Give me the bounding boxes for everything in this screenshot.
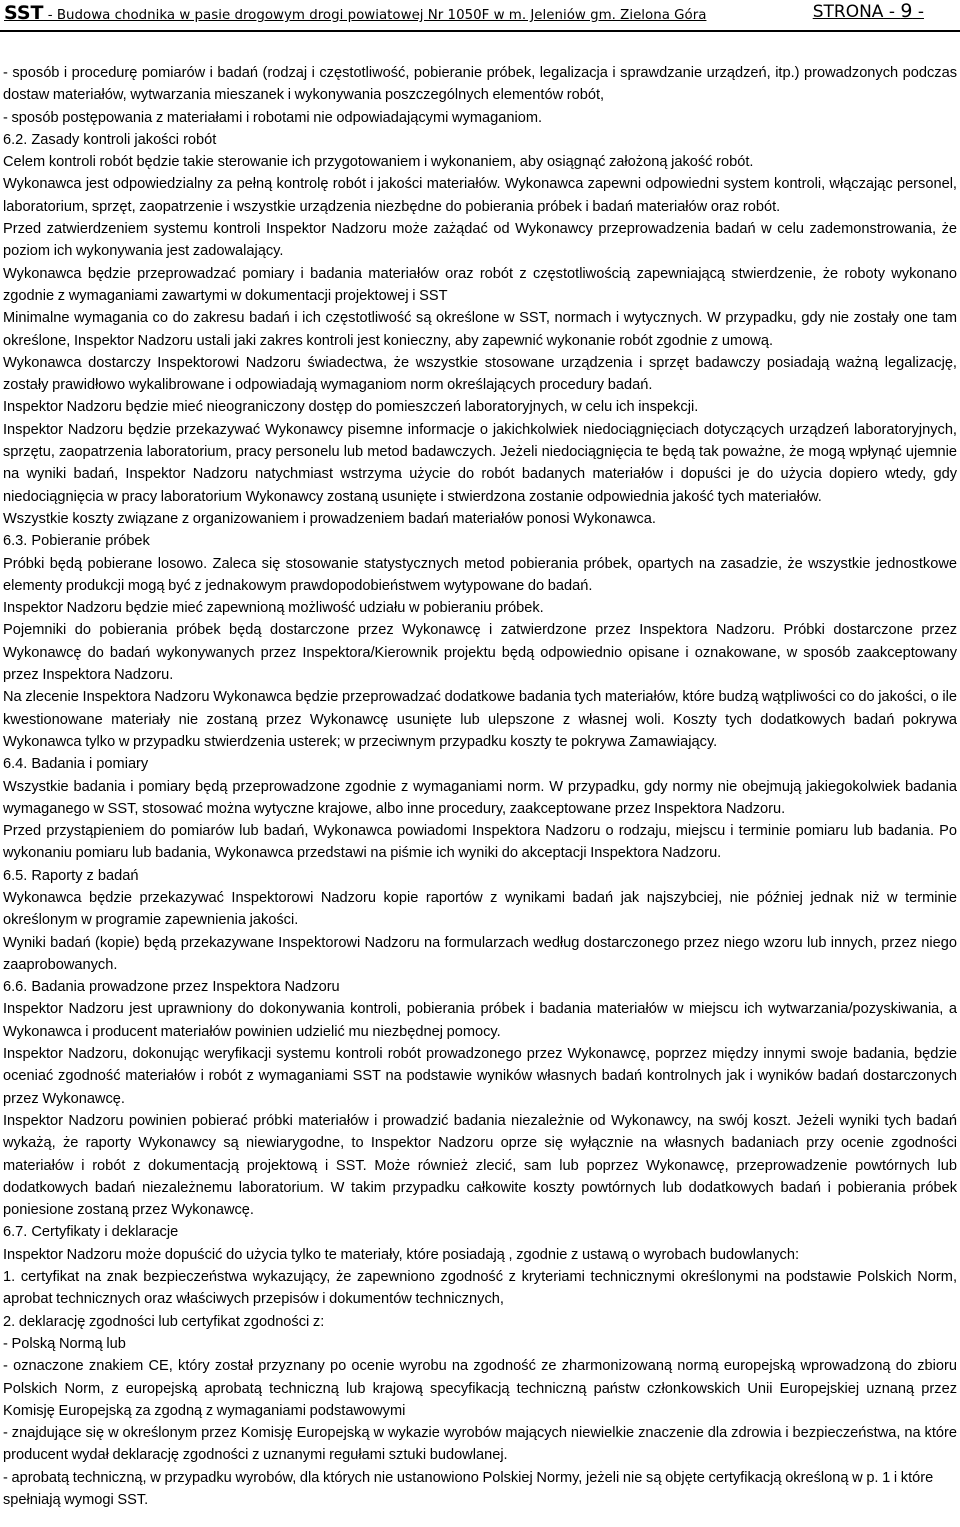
- paragraph: Na zlecenie Inspektora Nadzoru Wykonawca będzie przeprowadzać dodatkowe badania tych materiałów, które budzą wątpliwości co do jakości, o ile kwestionowane materiały nie zostaną przez Wykonawcę usunięte lub ulepszone z własnej woli. Koszty tych dodatkowych badań pokrywa Wykonawca tylko w przypadku stwierdzenia usterek; w przeciwnym przypadku koszty te pokrywa Zamawiający.: [3, 689, 957, 750]
- paragraph: Inspektor Nadzoru jest uprawniony do dokonywania kontroli, pobierania próbek i badania materiałów w miejscu ich wytwarzania/pozyskiwania, a Wykonawca i producent materiałów powinien udzielić mu niezbędnej pomocy.: [3, 1001, 957, 1040]
- list-item: - aprobatą techniczną, w przypadku wyrobów, dla których nie ustanowiono Polskiej Normy, jeżeli nie są objęte certyfikacją określoną w p. 1 i które spełniają wymogi SST.: [3, 1469, 934, 1508]
- section-heading: 6.2. Zasady kontroli jakości robót: [3, 131, 217, 148]
- paragraph: Przed zatwierdzeniem systemu kontroli Inspektor Nadzoru może zażądać od Wykonawcy przeprowadzenia badań w celu zademonstrowania, że poziom ich wykonywania jest zadowalający.: [3, 221, 957, 260]
- page-suffix: -: [912, 2, 924, 22]
- project-title: - Budowa chodnika w pasie drogowym drogi powiatowej Nr 1050F w m. Jeleniów gm. Zielona Góra: [43, 8, 707, 23]
- paragraph: Inspektor Nadzoru będzie mieć nieograniczony dostęp do pomieszczeń laboratoryjnych, w celu ich inspekcji.: [3, 399, 699, 416]
- document-body: [3, 62, 957, 1511]
- paragraph: Wykonawca będzie przeprowadzać pomiary i badania materiałów oraz robót z częstotliwością zapewniającą stwierdzenie, że roboty wykonano zgodnie z wymaganiami zawartymi w dokumentacji projektowej i SST: [3, 265, 957, 304]
- page-header: [0, 0, 960, 32]
- paragraph: Pojemniki do pobierania próbek będą dostarczone przez Wykonawcę i zatwierdzone przez Inspektora Nadzoru. Próbki dostarczone przez Wykonawcę do badań wykonywanych przez Inspektora/Kierownik projektu będą odpowiednio opisane i oznakowane, w sposób zaakceptowany przez Inspektora Nadzoru.: [3, 622, 957, 684]
- list-item: - znajdujące się w określonym przez Komisję Europejską w wykazie wyrobów mających niewielkie znaczenie dla zdrowia i bezpieczeństwa, na które producent wydał deklarację zgodności z uznanymi regułami sztuki budowlanej.: [3, 1425, 957, 1464]
- document-title: [4, 2, 706, 24]
- section-heading: 6.5. Raporty z badań: [3, 867, 139, 884]
- paragraph: - sposób i procedurę pomiarów i badań (rodzaj i częstotliwość, pobieranie próbek, legalizacja i sprawdzanie urządzeń, itp.) prowadzonych podczas dostaw materiałów, wytwarzania mieszanek i wykonywania poszczególnych elementów robót,: [3, 65, 957, 104]
- page-number-value: 9: [900, 0, 913, 22]
- list-item: - oznaczone znakiem CE, który został przyznany po ocenie wyrobu na zgodność ze zharmonizowaną normą europejską wprowadzoną do zbioru Polskich Norm, z europejską aprobatą techniczną lub krajową specyfikacją techniczną państw członkowskich Unii Europejskiej uznaną przez Komisję Europejską za zgodną z wymaganiami podstawowymi: [3, 1358, 957, 1419]
- paragraph: Celem kontroli robót będzie takie sterowanie ich przygotowaniem i wykonaniem, aby osiągnąć założoną jakość robót.: [3, 154, 754, 171]
- section-heading: 6.4. Badania i pomiary: [3, 756, 149, 773]
- page-number: [813, 0, 924, 22]
- paragraph: Wykonawca jest odpowiedzialny za pełną kontrolę robót i jakości materiałów. Wykonawca zapewni odpowiedni system kontroli, włączając personel, laboratorium, sprzęt, zaopatrzenie i wszystkie urządzenia niezbędne do pobierania próbek i badań materiałów oraz robót.: [3, 176, 957, 215]
- list-item: 1. certyfikat na znak bezpieczeństwa wykazujący, że zapewniono zgodność z kryteriami technicznymi określonymi na podstawie Polskich Norm, aprobat technicznych oraz właściwych przepisów i dokumentów technicznych,: [3, 1269, 957, 1308]
- paragraph: Wykonawca dostarczy Inspektorowi Nadzoru świadectwa, że wszystkie stosowane urządzenia i sprzęt badawczy posiadają ważną legalizację, zostały prawidłowo wykalibrowane i odpowiadają wymaganiom norm określających procedury badań.: [3, 354, 957, 394]
- paragraph: Inspektor Nadzoru może dopuścić do użycia tylko te materiały, które posiadają , zgodnie z ustawą o wyrobach budowlanych:: [3, 1246, 800, 1263]
- list-item: - Polską Normą lub: [3, 1335, 126, 1352]
- section-heading: 6.6. Badania prowadzone przez Inspektora Nadzoru: [3, 979, 340, 996]
- page-label: STRONA -: [812, 2, 901, 22]
- section-heading: 6.7. Certyfikaty i deklaracje: [3, 1224, 179, 1241]
- paragraph: Minimalne wymagania co do zakresu badań i ich częstotliwość są określone w SST, normach i wytycznych. W przypadku, gdy nie zostały one tam określone, Inspektor Nadzoru ustali jaki zakres kontroli jest konieczny, aby zapewnić wykonanie robót zgodnie z umową.: [3, 310, 957, 349]
- paragraph: Inspektor Nadzoru, dokonując weryfikacji systemu kontroli robót prowadzonego przez Wykonawcę, poprzez między innymi swoje badania, będzie oceniać zgodność materiałów i robót z wymaganiami SST na podstawie wyników własnych badań kontrolnych jak i wyników badań dostarczonych przez Wykonawcę.: [3, 1046, 957, 1107]
- sst-label: SST: [4, 2, 44, 24]
- paragraph: Wszystkie koszty związane z organizowaniem i prowadzeniem badań materiałów ponosi Wykonawca.: [3, 510, 656, 527]
- paragraph: Wszystkie badania i pomiary będą przeprowadzone zgodnie z wymaganiami norm. W przypadku, gdy normy nie obejmują jakiegokolwiek badania wymaganego w SST, stosować można wytyczne krajowe, albo inne procedury, zaakceptowane przez Inspektora Nadzoru.: [3, 778, 957, 817]
- paragraph: Inspektor Nadzoru powinien pobierać próbki materiałów i prowadzić badania niezależnie od Wykonawcy, na swój koszt. Jeżeli wyniki tych badań wykażą, że raporty Wykonawcy są niewiarygodne, to Inspektor Nadzoru oprze się wyłącznie na własnych badaniach przy ocenie zgodności materiałów i robót z dokumentacją projektową i SST. Może również zlecić, sam lub poprzez Wykonawcę, przeprowadzenie powtórnych lub dodatkowych badań niezależnemu laboratorium. W takim przypadku całkowite koszty powtórnych lub dodatkowych badań i pobierania próbek poniesione zostaną przez Wykonawcę.: [3, 1112, 957, 1219]
- paragraph: Wykonawca będzie przekazywać Inspektorowi Nadzoru kopie raportów z wynikami badań jak najszybciej, nie później jednak niż w terminie określonym w programie zapewnienia jakości.: [3, 889, 957, 929]
- paragraph: Inspektor Nadzoru będzie mieć zapewnioną możliwość udziału w pobieraniu próbek.: [3, 600, 544, 617]
- paragraph: - sposób postępowania z materiałami i robotami nie odpowiadającymi wymaganiom.: [3, 109, 543, 126]
- paragraph: Wyniki badań (kopie) będą przekazywane Inspektorowi Nadzoru na formularzach według dostarczonego przez niego wzoru lub innych, przez niego zaaprobowanych.: [3, 934, 957, 973]
- paragraph: Przed przystąpieniem do pomiarów lub badań, Wykonawca powiadomi Inspektora Nadzoru o rodzaju, miejscu i terminie pomiaru lub badania. Po wykonaniu pomiaru lub badania, Wykonawca przedstawi na piśmie ich wyniki do akceptacji Inspektora Nadzoru.: [3, 823, 957, 862]
- paragraph: Inspektor Nadzoru będzie przekazywać Wykonawcy pisemne informacje o jakichkolwiek niedociągnięciach dotyczących urządzeń laboratoryjnych, sprzętu, zaopatrzenia laboratorium, pracy personelu lub metod badawczych. Jeżeli niedociągnięcia te będą tak poważne, że mogą wpłynąć ujemnie na wyniki badań, Inspektor Nadzoru natychmiast wstrzyma użycie do robót badanych materiałów i dopuści je do użycia dopiero wtedy, gdy niedociągnięcia w pracy laboratorium Wykonawcy zostaną usunięte i stwierdzona zostanie odpowiednia jakość tych materiałów.: [3, 421, 957, 505]
- paragraph: Próbki będą pobierane losowo. Zaleca się stosowanie statystycznych metod pobierania próbek, opartych na zasadzie, że wszystkie jednostkowe elementy produkcji mogą być z jednakowym prawdopodobieństwem wytypowane do badań.: [3, 555, 957, 594]
- section-heading: 6.3. Pobieranie próbek: [3, 533, 150, 550]
- list-item: 2. deklarację zgodności lub certyfikat zgodności z:: [3, 1313, 325, 1330]
